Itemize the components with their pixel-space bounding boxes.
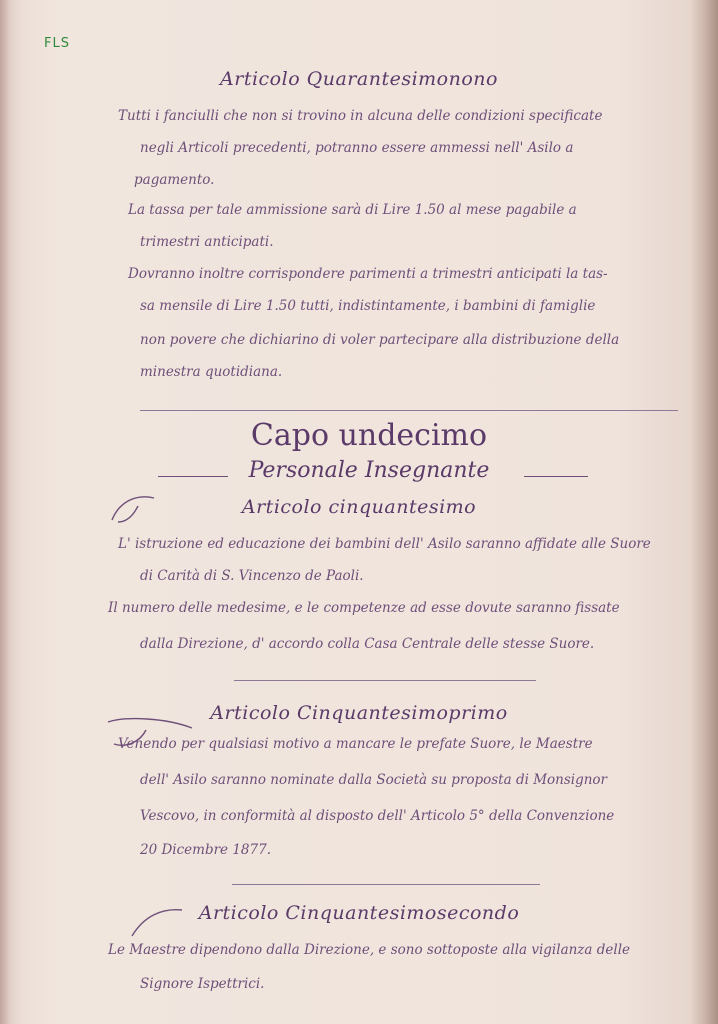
article-49-line: Dovranno inoltre corrispondere parimenti a trimestri anticipati la tas- — [128, 266, 608, 282]
article-52-title: Articolo Cinquantesimosecondo — [198, 902, 520, 924]
archive-stamp: FLS — [44, 36, 70, 51]
article-49-line: trimestri anticipati. — [140, 234, 274, 250]
article-51-line: Vescovo, in conformità al disposto dell' Articolo 5° della Convenzione — [140, 808, 615, 824]
article-50-line: Il numero delle medesime, e le competenze ad esse dovute saranno fissate — [108, 600, 620, 616]
article-52-line: Signore Ispettrici. — [140, 976, 265, 992]
article-50-title: Articolo cinquantesimo — [241, 496, 477, 518]
chapter-title: Capo undecimo — [250, 418, 488, 453]
article-49-line: pagamento. — [134, 172, 215, 188]
article-50-line: L' istruzione ed educazione dei bambini dell' Asilo saranno affidate alle Suore — [118, 536, 651, 552]
article-51-line: dell' Asilo saranno nominate dalla Società su proposta di Monsignor — [140, 772, 608, 788]
article-51-title: Articolo Cinquantesimoprimo — [210, 702, 508, 724]
article-49-line: minestra quotidiana. — [140, 364, 283, 380]
article-49-line: La tassa per tale ammissione sarà di Lire 1.50 al mese pagabile a — [128, 202, 577, 218]
section-divider — [140, 410, 678, 411]
section-divider — [232, 884, 540, 885]
article-52-line: Le Maestre dipendono dalla Direzione, e sono sottoposte alla vigilanza delle — [108, 942, 631, 958]
article-50-line: di Carità di S. Vincenzo de Paoli. — [140, 568, 364, 584]
section-divider — [234, 680, 536, 681]
chapter-subtitle: Personale Insegnante — [248, 458, 490, 483]
article-50-line: dalla Direzione, d' accordo colla Casa Centrale delle stesse Suore. — [140, 636, 595, 652]
subtitle-dash-right — [524, 476, 588, 477]
article-51-line: 20 Dicembre 1877. — [140, 842, 271, 858]
article-49-line: Tutti i fanciulli che non si trovino in alcuna delle condizioni specificate — [118, 108, 603, 124]
article-49-title: Articolo Quarantesimonono — [220, 68, 498, 90]
article-49-line: non povere che dichiarino di voler partecipare alla distribuzione della — [140, 332, 620, 348]
article-49-line: sa mensile di Lire 1.50 tutti, indistintamente, i bambini di famiglie — [140, 298, 596, 314]
article-49-line: negli Articoli precedenti, potranno essere ammessi nell' Asilo a — [140, 140, 574, 156]
article-51-line: Venendo per qualsiasi motivo a mancare le prefate Suore, le Maestre — [118, 736, 593, 752]
